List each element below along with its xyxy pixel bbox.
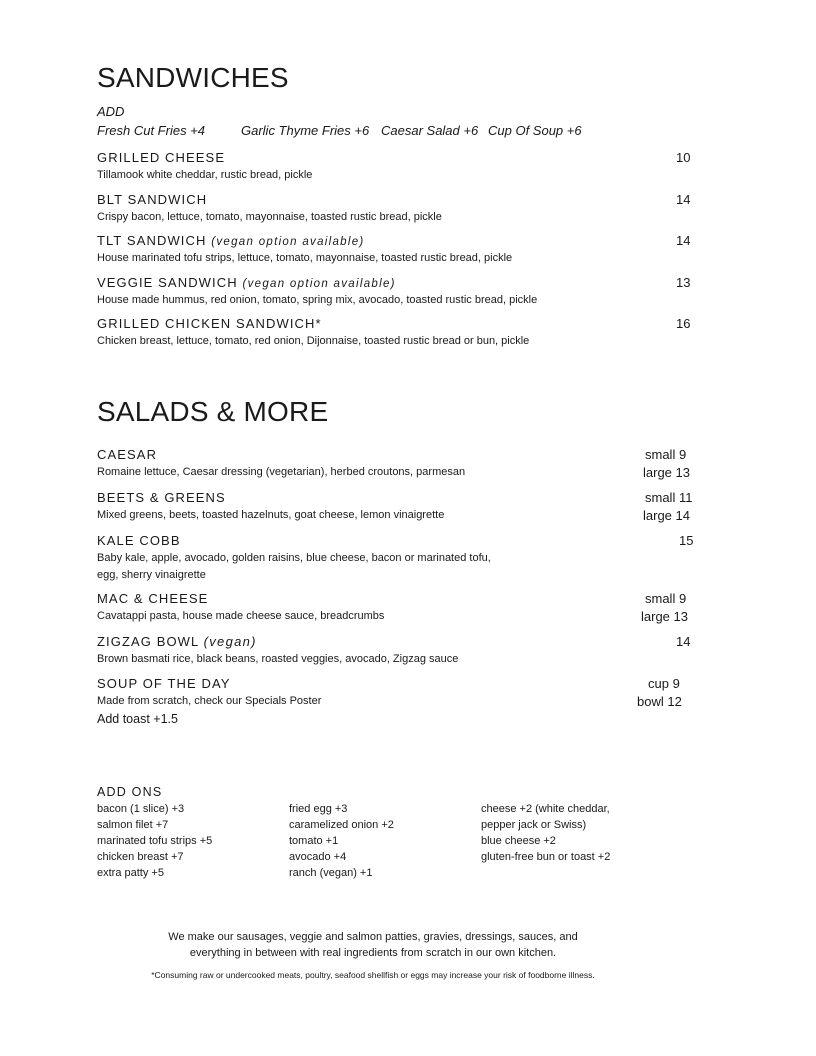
add-on-item: bacon (1 slice) +3 [97,803,185,815]
item-description: House marinated tofu strips, lettuce, tomato, mayonnaise, toasted rustic bread, pickle [97,252,513,264]
add-on-item: avocado +4 [289,851,347,863]
item-description: Mixed greens, beets, toasted hazelnuts, goat cheese, lemon vinaigrette [97,509,445,521]
sandwiches-title: SANDWICHES [97,62,289,93]
item-name: VEGGIE SANDWICH [97,275,238,290]
add-on-item: caramelized onion +2 [289,819,394,831]
item-note: (vegan option available) [211,236,365,248]
item-price: 14 [676,233,691,248]
item-name: BLT SANDWICH [97,192,208,207]
item-note: (vegan option available) [242,278,396,290]
item-name: MAC & CHEESE [97,591,209,606]
item-price-large: large 14 [643,508,690,523]
item-description: Cavatappi pasta, house made cheese sauce, breadcrumbs [97,610,385,622]
item-price: 14 [676,634,691,649]
add-option: Garlic Thyme Fries +6 [241,123,370,138]
item-name: GRILLED CHEESE [97,150,226,165]
item-description-continued: egg, sherry vinaigrette [97,569,206,581]
add-on-item: chicken breast +7 [97,851,184,863]
item-extra: Add toast +1.5 [97,712,178,726]
add-options-row [97,123,697,139]
item-name: KALE COBB [97,533,181,548]
item-description: House made hummus, red onion, tomato, spring mix, avocado, toasted rustic bread, pickle [97,294,538,306]
item-note: (vegan) [203,634,257,649]
item-price-large: large 13 [641,609,688,624]
item-price: 13 [676,275,691,290]
food-safety-disclaimer: *Consuming raw or undercooked meats, poultry, seafood shellfish or eggs may increase your risk of foodborne illness. [151,970,595,980]
add-on-item: salmon filet +7 [97,819,169,831]
add-on-item: gluten-free bun or toast +2 [481,851,611,863]
menu-page [97,0,697,1056]
item-description: Romaine lettuce, Caesar dressing (vegetarian), herbed croutons, parmesan [97,466,466,478]
item-price-large: large 13 [643,465,690,480]
item-description: Baby kale, apple, avocado, golden raisins, blue cheese, bacon or marinated tofu, [97,552,491,564]
add-ons-column [289,801,394,881]
item-price: 14 [676,192,691,207]
salads-title: SALADS & MORE [97,396,329,427]
add-option: Cup Of Soup +6 [488,123,582,138]
item-price: 15 [679,533,694,548]
item-name-row [97,233,365,248]
item-description: Chicken breast, lettuce, tomato, red onion, Dijonnaise, toasted rustic bread or bun, pickle [97,335,530,347]
item-price-bowl: bowl 12 [637,694,682,709]
add-on-item: ranch (vegan) +1 [289,867,373,879]
kitchen-statement-line: We make our sausages, veggie and salmon patties, gravies, dressings, sauces, and [168,931,578,943]
add-option: Caesar Salad +6 [381,123,479,138]
add-on-item: extra patty +5 [97,867,164,879]
item-price-cup: cup 9 [648,676,680,691]
add-ons-title: ADD ONS [97,785,163,799]
item-price-small: small 9 [645,447,687,462]
item-price-small: small 9 [645,591,687,606]
item-price-small: small 11 [645,490,693,505]
item-name-row [97,634,257,649]
kitchen-statement-line: everything in between with real ingredients from scratch in our own kitchen. [189,947,557,959]
add-ons-column [481,801,610,865]
kitchen-statement [65,929,681,961]
add-on-item: fried egg +3 [289,803,348,815]
add-on-item: blue cheese +2 [481,835,556,847]
item-description: Brown basmati rice, black beans, roasted veggies, avocado, Zigzag sauce [97,653,459,665]
add-ons-column [97,801,212,881]
add-on-item: cheese +2 (white cheddar, [481,803,610,815]
add-on-item: pepper jack or Swiss) [481,819,587,831]
item-description: Made from scratch, check our Specials Poster [97,695,322,707]
item-name: SOUP OF THE DAY [97,676,231,691]
item-name: GRILLED CHICKEN SANDWICH* [97,316,322,331]
item-name: BEETS & GREENS [97,490,226,505]
item-name: CAESAR [97,447,158,462]
item-name: ZIGZAG BOWL [97,634,199,649]
item-description: Crispy bacon, lettuce, tomato, mayonnaise, toasted rustic bread, pickle [97,211,442,223]
add-label: ADD [97,104,125,119]
add-on-item: marinated tofu strips +5 [97,835,213,847]
add-on-item: tomato +1 [289,835,339,847]
item-price: 10 [676,150,691,165]
item-description: Tillamook white cheddar, rustic bread, pickle [97,169,313,181]
item-name-row [97,275,396,290]
add-option: Fresh Cut Fries +4 [97,123,206,138]
item-price: 16 [676,316,691,331]
item-name: TLT SANDWICH [97,233,207,248]
